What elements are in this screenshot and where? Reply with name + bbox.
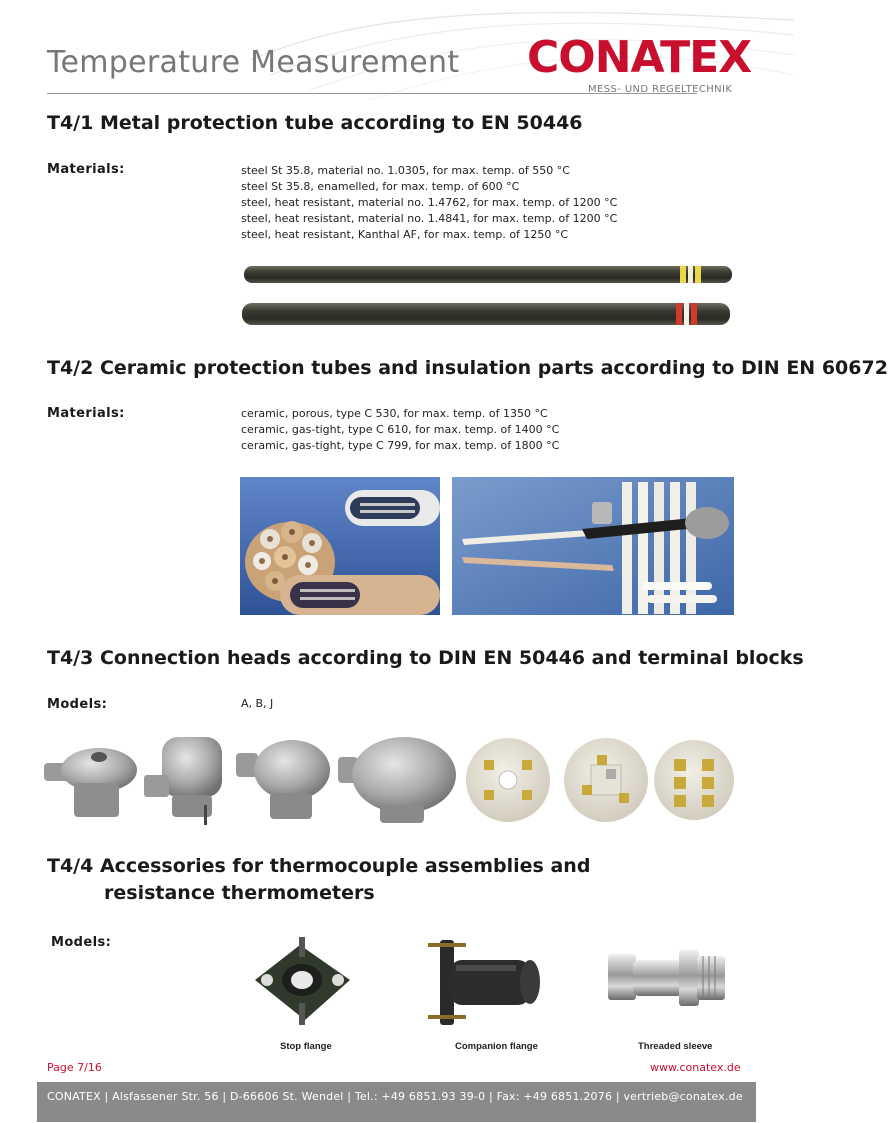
website-link[interactable]: www.conatex.de bbox=[650, 1061, 741, 1074]
section-title-t4-2: T4/2 Ceramic protection tubes and insulation parts according to DIN EN 60672 bbox=[47, 357, 888, 379]
connection-head-dome bbox=[338, 737, 456, 823]
caption-stop-flange: Stop flange bbox=[280, 1041, 332, 1052]
connection-head-j bbox=[236, 740, 330, 819]
materials-list-t4-2 bbox=[241, 406, 559, 454]
models-label-t4-3: Models: bbox=[47, 697, 108, 712]
terminal-block-2 bbox=[564, 738, 648, 822]
section-title-t4-4-line2: resistance thermometers bbox=[104, 882, 375, 904]
material-item: ceramic, gas-tight, type C 610, for max. temp. of 1400 °C bbox=[241, 423, 560, 436]
material-item: steel, heat resistant, Kanthal AF, for max. temp. of 1250 °C bbox=[241, 228, 569, 241]
stop-flange-image bbox=[245, 935, 360, 1030]
materials-label-t4-2: Materials: bbox=[47, 406, 125, 421]
model-item: A, B, J bbox=[241, 697, 274, 710]
caption-threaded-sleeve: Threaded sleeve bbox=[638, 1041, 713, 1052]
materials-label-t4-1: Materials: bbox=[47, 162, 125, 177]
models-label-t4-4: Models: bbox=[51, 935, 112, 950]
material-item: steel, heat resistant, material no. 1.4841, for max. temp. of 1200 °C bbox=[241, 212, 618, 225]
material-item: ceramic, porous, type C 530, for max. temp. of 1350 °C bbox=[241, 407, 548, 420]
section-title-t4-1: T4/1 Metal protection tube according to EN 50446 bbox=[47, 112, 583, 134]
ceramic-tubes-photo bbox=[452, 477, 734, 615]
models-list-t4-3 bbox=[241, 696, 273, 712]
ceramic-insulators-photo bbox=[240, 477, 440, 615]
conatex-logo: CONATEX bbox=[527, 32, 752, 83]
terminal-block-1 bbox=[466, 738, 550, 822]
logo-subtitle: MESS- UND REGELTECHNIK bbox=[588, 84, 733, 95]
section-title-t4-4: T4/4 Accessories for thermocouple assemblies and bbox=[47, 855, 591, 877]
threaded-sleeve-image bbox=[605, 940, 730, 1020]
section-title-t4-3: T4/3 Connection heads according to DIN EN 50446 and terminal blocks bbox=[47, 647, 804, 669]
materials-list-t4-1 bbox=[241, 163, 617, 243]
page-title: Temperature Measurement bbox=[47, 45, 460, 80]
material-item: steel, heat resistant, material no. 1.4762, for max. temp. of 1200 °C bbox=[241, 196, 618, 209]
terminal-block-3 bbox=[654, 740, 734, 820]
metal-tubes-image bbox=[240, 258, 735, 333]
material-item: ceramic, gas-tight, type C 799, for max. temp. of 1800 °C bbox=[241, 439, 560, 452]
caption-companion-flange: Companion flange bbox=[455, 1041, 538, 1052]
connection-head-a bbox=[44, 748, 137, 817]
connection-heads-image bbox=[44, 735, 734, 825]
footer-address: CONATEX | Alsfassener Str. 56 | D-66606 St. Wendel | Tel.: +49 6851.93 39-0 | Fax: +49 6851.2076 | vertrieb@conatex.de bbox=[47, 1090, 743, 1103]
page-number: Page 7/16 bbox=[47, 1061, 102, 1074]
companion-flange-image bbox=[420, 935, 555, 1030]
connection-head-b bbox=[144, 737, 222, 825]
material-item: steel St 35.8, enamelled, for max. temp. of 600 °C bbox=[241, 180, 520, 193]
material-item: steel St 35.8, material no. 1.0305, for max. temp. of 550 °C bbox=[241, 164, 570, 177]
